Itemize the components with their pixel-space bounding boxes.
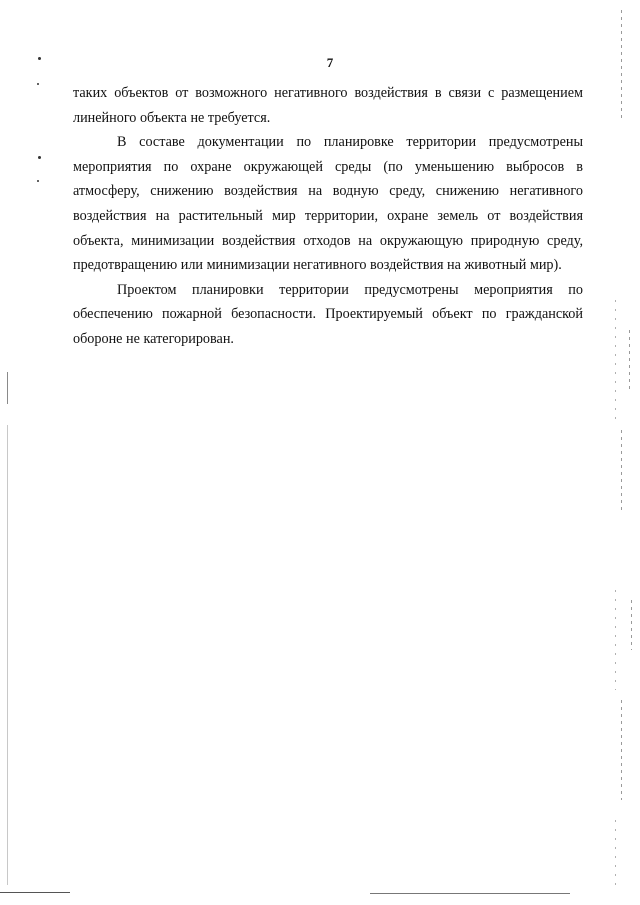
- scan-left-mark: [7, 425, 8, 885]
- scan-right-noise: [629, 330, 630, 390]
- paragraph-2: В составе документации по планировке территории предусмотрены мероприятия по охране окружающей среды (по уменьшению выбросов в атмосферу, снижению воздействия на водную среду, снижению негативного воздействия на растительный мир территории, охране земель от воздействия объекта, минимизации воздействия отходов на окружающую природную среду, предотвращению или минимизации негативного воздействия на животный мир).: [73, 134, 583, 274]
- document-body: [73, 81, 583, 352]
- scan-right-noise: [631, 600, 632, 650]
- scan-dot: [38, 57, 41, 60]
- paragraph-3: Проектом планировки территории предусмотрены мероприятия по обеспечению пожарной безопасности. Проектируемый объект по гражданской обороне не категорирован.: [73, 281, 583, 347]
- page-number: 7: [326, 55, 334, 70]
- scan-right-noise: [615, 590, 616, 690]
- scan-right-noise: [615, 820, 616, 890]
- scan-bottom-line: [0, 892, 70, 893]
- scan-right-noise: [621, 10, 622, 120]
- scan-right-noise: [621, 430, 622, 510]
- scan-dot: [38, 156, 41, 159]
- scan-right-noise: [621, 700, 622, 800]
- scan-bottom-line: [370, 893, 570, 894]
- scan-left-mark: [7, 372, 8, 404]
- scan-dot: [37, 180, 39, 182]
- scan-dot: [37, 83, 39, 85]
- paragraph-1: таких объектов от возможного негативного воздействия в связи с размещением линейного объекта не требуется.: [73, 85, 583, 126]
- scan-right-noise: [615, 300, 616, 420]
